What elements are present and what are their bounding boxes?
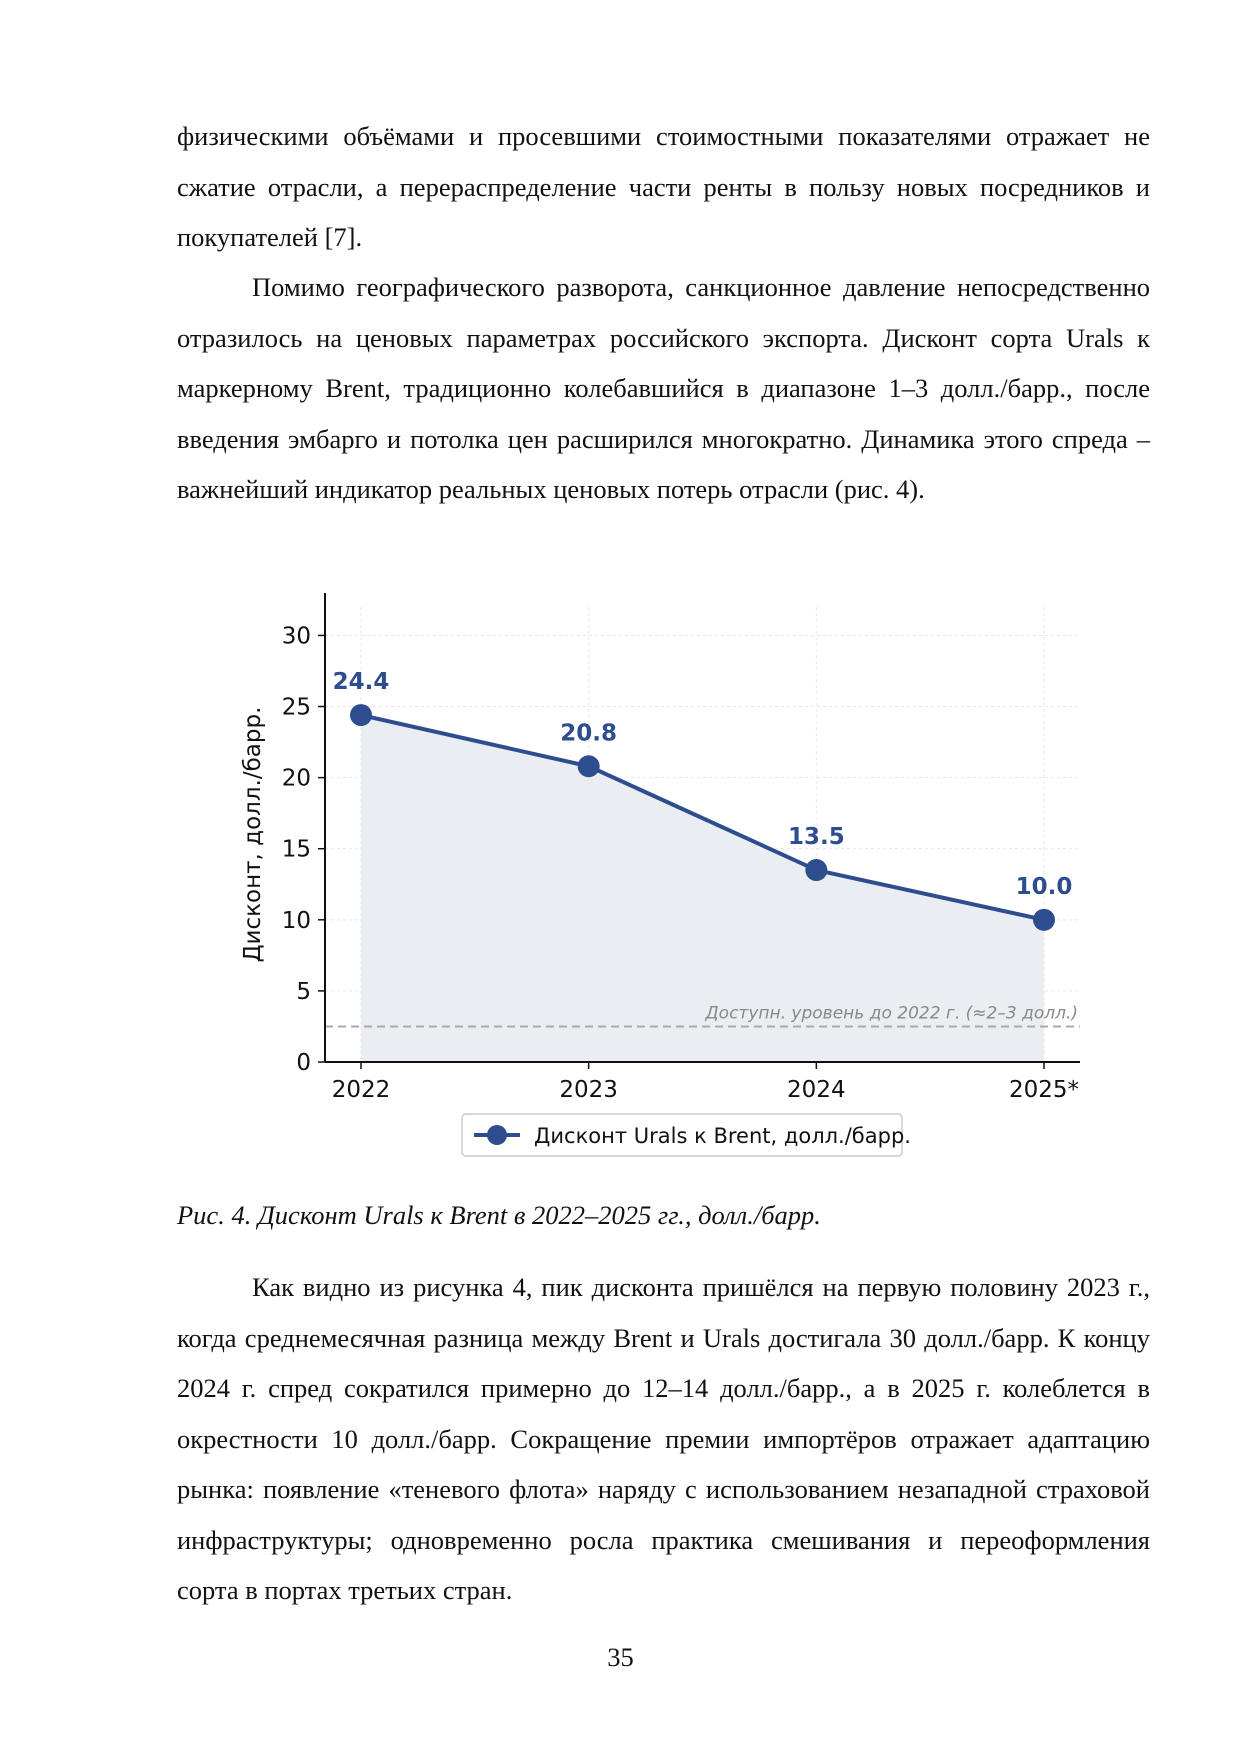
y-tick-label: 15 (281, 836, 311, 863)
y-tick-label: 0 (296, 1050, 311, 1076)
data-point (805, 859, 827, 881)
y-tick-label: 10 (281, 907, 311, 934)
paragraph: Как видно из рисунка 4, пик дисконта пришёлся на первую половину 2023 г., когда среднемесячная разница между Brent и Urals достигала 30 долл./барр. К концу 2024 г. спред сократился примерно до 12–14 долл./барр., а в 2025 г. колеблется в окрестности 10 долл./барр. Сокращение премии импортёров отражает адаптацию рынка: появление «теневого флота» наряду с использованием незападной страховой инфраструктуры; одновременно росла практика смешивания и переоформления сорта в портах третьих стран. (177, 1272, 1150, 1605)
data-label: 20.8 (560, 720, 618, 747)
data-point (1033, 909, 1055, 931)
discount-chart (230, 595, 1100, 1170)
y-tick-label: 5 (296, 978, 311, 1005)
x-tick-label: 2025* (1008, 1077, 1080, 1103)
legend-label: Дисконт Urals к Brent, долл./барр. (534, 1124, 911, 1148)
legend-marker (487, 1125, 507, 1145)
y-tick-label: 30 (281, 623, 311, 650)
data-point (578, 755, 600, 777)
paragraph: Помимо географического разворота, санкционное давление непосредственно отразилось на ценовых параметрах российского экспорта. Дисконт сорта Urals к маркерному Brent, традиционно колебавшийся в диапазоне 1–3 долл./барр., после введения эмбарго и потолка цен расширился многократно. Динамика этого спреда – важнейший индикатор реальных ценовых потерь отрасли (рис. 4). (177, 272, 1150, 504)
y-axis-label: Дисконт, долл./барр. (240, 706, 266, 963)
data-label: 24.4 (332, 669, 390, 696)
paragraph: физическими объёмами и просевшими стоимостными показателями отражает не сжатие отрасли, а перераспределение части ренты в пользу новых посредников и покупателей [7]. (177, 121, 1150, 252)
y-tick-label: 20 (281, 765, 311, 792)
data-point (350, 704, 372, 726)
data-label: 13.5 (787, 824, 845, 851)
reference-line-label: Доступн. уровень до 2022 г. (≈2–3 долл.) (705, 1003, 1078, 1024)
figure-caption: Рис. 4. Дисконт Urals к Brent в 2022–2025 гг., долл./барр. (177, 1200, 821, 1230)
x-tick-label: 2022 (331, 1077, 391, 1103)
x-tick-label: 2023 (559, 1077, 618, 1103)
y-tick-label: 25 (281, 694, 311, 721)
page-number: 35 (607, 1642, 634, 1672)
x-tick-label: 2024 (787, 1077, 846, 1103)
data-label: 10.0 (1015, 873, 1073, 900)
